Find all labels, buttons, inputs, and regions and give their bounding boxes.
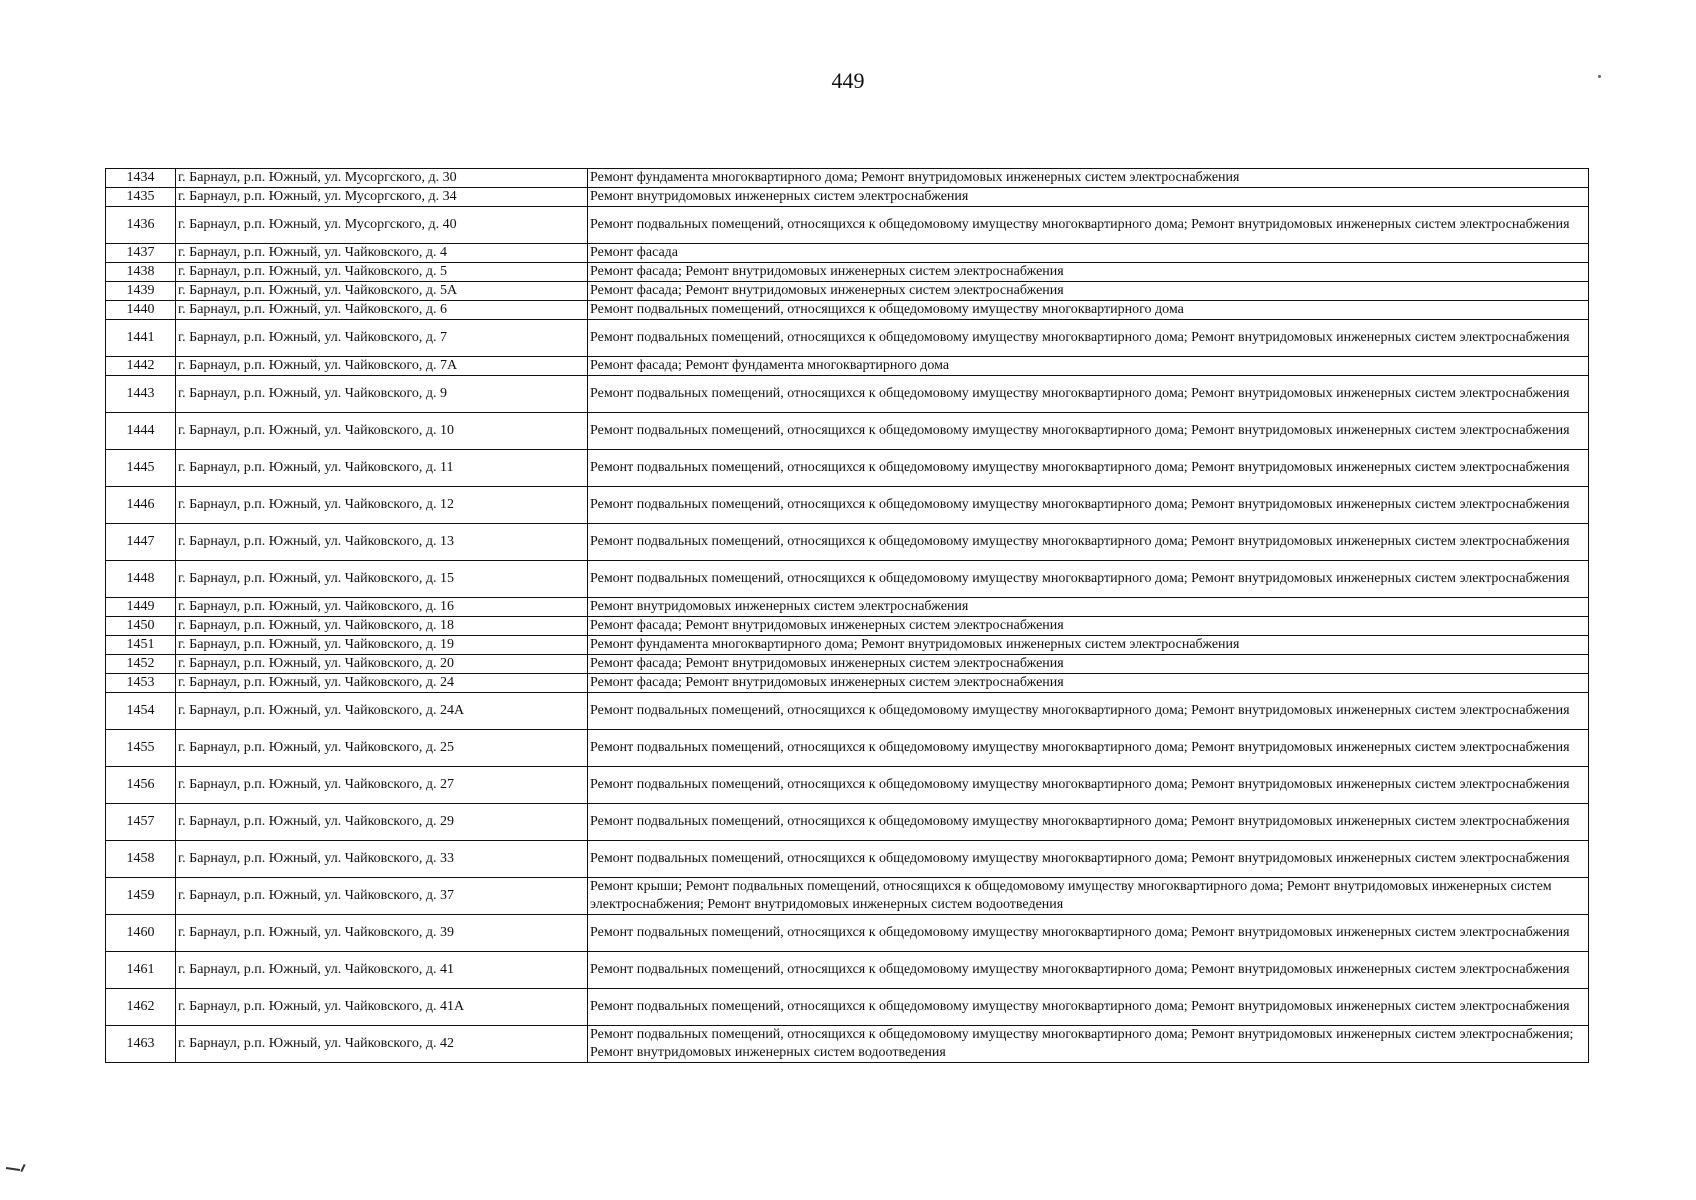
table-row	[106, 674, 1589, 693]
row-address: г. Барнаул, р.п. Южный, ул. Чайковского, д. 16	[176, 598, 588, 617]
row-work-description: Ремонт подвальных помещений, относящихся к общедомовому имуществу многоквартирного дома; Ремонт внутридомовых инженерных систем электроснабжения	[588, 841, 1589, 878]
row-number: 1455	[106, 730, 176, 767]
scan-speck	[1598, 75, 1601, 78]
row-address: г. Барнаул, р.п. Южный, ул. Мусоргского, д. 30	[176, 169, 588, 188]
row-number: 1457	[106, 804, 176, 841]
row-address: г. Барнаул, р.п. Южный, ул. Чайковского, д. 24	[176, 674, 588, 693]
row-number: 1439	[106, 282, 176, 301]
row-address: г. Барнаул, р.п. Южный, ул. Чайковского, д. 13	[176, 524, 588, 561]
row-work-description: Ремонт внутридомовых инженерных систем электроснабжения	[588, 188, 1589, 207]
row-address: г. Барнаул, р.п. Южный, ул. Чайковского, д. 5А	[176, 282, 588, 301]
row-address: г. Барнаул, р.п. Южный, ул. Чайковского, д. 41	[176, 952, 588, 989]
row-address: г. Барнаул, р.п. Южный, ул. Чайковского, д. 10	[176, 413, 588, 450]
row-number: 1454	[106, 693, 176, 730]
row-number: 1453	[106, 674, 176, 693]
row-work-description: Ремонт подвальных помещений, относящихся к общедомовому имуществу многоквартирного дома; Ремонт внутридомовых инженерных систем электроснабжения	[588, 730, 1589, 767]
row-number: 1435	[106, 188, 176, 207]
row-number: 1463	[106, 1026, 176, 1063]
row-number: 1458	[106, 841, 176, 878]
row-address: г. Барнаул, р.п. Южный, ул. Мусоргского, д. 40	[176, 207, 588, 244]
row-work-description: Ремонт фасада; Ремонт внутридомовых инженерных систем электроснабжения	[588, 674, 1589, 693]
row-number: 1451	[106, 636, 176, 655]
row-address: г. Барнаул, р.п. Южный, ул. Чайковского, д. 37	[176, 878, 588, 915]
row-number: 1449	[106, 598, 176, 617]
row-number: 1445	[106, 450, 176, 487]
row-work-description: Ремонт подвальных помещений, относящихся к общедомовому имуществу многоквартирного дома; Ремонт внутридомовых инженерных систем электроснабжения	[588, 952, 1589, 989]
row-number: 1456	[106, 767, 176, 804]
row-number: 1434	[106, 169, 176, 188]
row-address: г. Барнаул, р.п. Южный, ул. Чайковского, д. 27	[176, 767, 588, 804]
row-address: г. Барнаул, р.п. Южный, ул. Чайковского, д. 5	[176, 263, 588, 282]
table-row	[106, 767, 1589, 804]
row-work-description: Ремонт фасада	[588, 244, 1589, 263]
table-row	[106, 282, 1589, 301]
table-row	[106, 413, 1589, 450]
table-row	[106, 207, 1589, 244]
row-work-description: Ремонт подвальных помещений, относящихся к общедомовому имуществу многоквартирного дома; Ремонт внутридомовых инженерных систем электроснабжения	[588, 767, 1589, 804]
row-address: г. Барнаул, р.п. Южный, ул. Чайковского, д. 19	[176, 636, 588, 655]
table-row	[106, 487, 1589, 524]
row-number: 1444	[106, 413, 176, 450]
table-row	[106, 730, 1589, 767]
table-row	[106, 561, 1589, 598]
row-work-description: Ремонт внутридомовых инженерных систем электроснабжения	[588, 598, 1589, 617]
row-number: 1450	[106, 617, 176, 636]
row-number: 1461	[106, 952, 176, 989]
row-work-description: Ремонт подвальных помещений, относящихся к общедомовому имуществу многоквартирного дома; Ремонт внутридомовых инженерных систем электроснабжения	[588, 524, 1589, 561]
row-address: г. Барнаул, р.п. Южный, ул. Чайковского, д. 12	[176, 487, 588, 524]
row-work-description: Ремонт подвальных помещений, относящихся к общедомовому имуществу многоквартирного дома; Ремонт внутридомовых инженерных систем электроснабжения	[588, 413, 1589, 450]
row-work-description: Ремонт подвальных помещений, относящихся к общедомовому имуществу многоквартирного дома	[588, 301, 1589, 320]
table-row	[106, 841, 1589, 878]
row-address: г. Барнаул, р.п. Южный, ул. Чайковского, д. 39	[176, 915, 588, 952]
table-row	[106, 1026, 1589, 1063]
table-row	[106, 301, 1589, 320]
row-address: г. Барнаул, р.п. Южный, ул. Чайковского, д. 7А	[176, 357, 588, 376]
table-row	[106, 598, 1589, 617]
table-row	[106, 636, 1589, 655]
table-row	[106, 915, 1589, 952]
row-number: 1448	[106, 561, 176, 598]
row-address: г. Барнаул, р.п. Южный, ул. Чайковского, д. 6	[176, 301, 588, 320]
row-number: 1462	[106, 989, 176, 1026]
table-row	[106, 524, 1589, 561]
row-work-description: Ремонт подвальных помещений, относящихся к общедомовому имуществу многоквартирного дома; Ремонт внутридомовых инженерных систем электроснабжения	[588, 487, 1589, 524]
row-number: 1447	[106, 524, 176, 561]
row-address: г. Барнаул, р.п. Южный, ул. Чайковского, д. 7	[176, 320, 588, 357]
table-body	[106, 169, 1589, 1063]
table-row	[106, 617, 1589, 636]
works-table	[105, 168, 1589, 1063]
row-work-description: Ремонт фасада; Ремонт внутридомовых инженерных систем электроснабжения	[588, 263, 1589, 282]
row-number: 1437	[106, 244, 176, 263]
table-row	[106, 357, 1589, 376]
row-work-description: Ремонт фасада; Ремонт внутридомовых инженерных систем электроснабжения	[588, 282, 1589, 301]
row-work-description: Ремонт подвальных помещений, относящихся к общедомовому имуществу многоквартирного дома; Ремонт внутридомовых инженерных систем электроснабжения	[588, 804, 1589, 841]
row-work-description: Ремонт подвальных помещений, относящихся к общедомовому имуществу многоквартирного дома; Ремонт внутридомовых инженерных систем электроснабжения	[588, 376, 1589, 413]
row-address: г. Барнаул, р.п. Южный, ул. Мусоргского, д. 34	[176, 188, 588, 207]
row-address: г. Барнаул, р.п. Южный, ул. Чайковского, д. 29	[176, 804, 588, 841]
table-row	[106, 169, 1589, 188]
row-number: 1442	[106, 357, 176, 376]
row-number: 1438	[106, 263, 176, 282]
row-address: г. Барнаул, р.п. Южный, ул. Чайковского, д. 4	[176, 244, 588, 263]
row-work-description: Ремонт фасада; Ремонт фундамента многоквартирного дома	[588, 357, 1589, 376]
row-address: г. Барнаул, р.п. Южный, ул. Чайковского, д. 25	[176, 730, 588, 767]
scan-mark-tick	[20, 1164, 25, 1172]
row-address: г. Барнаул, р.п. Южный, ул. Чайковского, д. 11	[176, 450, 588, 487]
row-number: 1460	[106, 915, 176, 952]
row-number: 1446	[106, 487, 176, 524]
row-work-description: Ремонт фасада; Ремонт внутридомовых инженерных систем электроснабжения	[588, 655, 1589, 674]
row-work-description: Ремонт подвальных помещений, относящихся к общедомовому имуществу многоквартирного дома; Ремонт внутридомовых инженерных систем электроснабжения	[588, 989, 1589, 1026]
row-address: г. Барнаул, р.п. Южный, ул. Чайковского, д. 18	[176, 617, 588, 636]
row-work-description: Ремонт фасада; Ремонт внутридомовых инженерных систем электроснабжения	[588, 617, 1589, 636]
table-row	[106, 878, 1589, 915]
row-address: г. Барнаул, р.п. Южный, ул. Чайковского, д. 33	[176, 841, 588, 878]
table-row	[106, 188, 1589, 207]
row-address: г. Барнаул, р.п. Южный, ул. Чайковского, д. 20	[176, 655, 588, 674]
table-row	[106, 693, 1589, 730]
row-address: г. Барнаул, р.п. Южный, ул. Чайковского, д. 9	[176, 376, 588, 413]
row-work-description: Ремонт подвальных помещений, относящихся к общедомовому имуществу многоквартирного дома; Ремонт внутридомовых инженерных систем электроснабжения	[588, 561, 1589, 598]
page-number: 449	[831, 68, 865, 93]
row-work-description: Ремонт подвальных помещений, относящихся к общедомовому имуществу многоквартирного дома; Ремонт внутридомовых инженерных систем электроснабжения	[588, 320, 1589, 357]
scan-mark	[6, 1167, 20, 1171]
table-row	[106, 989, 1589, 1026]
row-work-description: Ремонт подвальных помещений, относящихся к общедомовому имуществу многоквартирного дома; Ремонт внутридомовых инженерных систем электроснабжения; Ремонт внутридомовых инженерных систем водоотведения	[588, 1026, 1589, 1063]
row-work-description: Ремонт подвальных помещений, относящихся к общедомовому имуществу многоквартирного дома; Ремонт внутридомовых инженерных систем электроснабжения	[588, 915, 1589, 952]
row-address: г. Барнаул, р.п. Южный, ул. Чайковского, д. 15	[176, 561, 588, 598]
table-row	[106, 244, 1589, 263]
table-row	[106, 952, 1589, 989]
table-row	[106, 263, 1589, 282]
row-work-description: Ремонт подвальных помещений, относящихся к общедомовому имуществу многоквартирного дома; Ремонт внутридомовых инженерных систем электроснабжения	[588, 693, 1589, 730]
row-number: 1436	[106, 207, 176, 244]
table-row	[106, 804, 1589, 841]
row-work-description: Ремонт подвальных помещений, относящихся к общедомовому имуществу многоквартирного дома; Ремонт внутридомовых инженерных систем электроснабжения	[588, 450, 1589, 487]
row-number: 1441	[106, 320, 176, 357]
row-address: г. Барнаул, р.п. Южный, ул. Чайковского, д. 41А	[176, 989, 588, 1026]
row-work-description: Ремонт фундамента многоквартирного дома; Ремонт внутридомовых инженерных систем электроснабжения	[588, 636, 1589, 655]
row-number: 1452	[106, 655, 176, 674]
table-row	[106, 376, 1589, 413]
row-address: г. Барнаул, р.п. Южный, ул. Чайковского, д. 24А	[176, 693, 588, 730]
table-row	[106, 655, 1589, 674]
row-number: 1459	[106, 878, 176, 915]
table-row	[106, 450, 1589, 487]
table-row	[106, 320, 1589, 357]
row-work-description: Ремонт подвальных помещений, относящихся к общедомовому имуществу многоквартирного дома; Ремонт внутридомовых инженерных систем электроснабжения	[588, 207, 1589, 244]
row-number: 1443	[106, 376, 176, 413]
row-address: г. Барнаул, р.п. Южный, ул. Чайковского, д. 42	[176, 1026, 588, 1063]
row-work-description: Ремонт крыши; Ремонт подвальных помещений, относящихся к общедомовому имуществу многоквартирного дома; Ремонт внутридомовых инженерных систем электроснабжения; Ремонт внутридомовых инженерных систем водоотведения	[588, 878, 1589, 915]
row-work-description: Ремонт фундамента многоквартирного дома; Ремонт внутридомовых инженерных систем электроснабжения	[588, 169, 1589, 188]
row-number: 1440	[106, 301, 176, 320]
